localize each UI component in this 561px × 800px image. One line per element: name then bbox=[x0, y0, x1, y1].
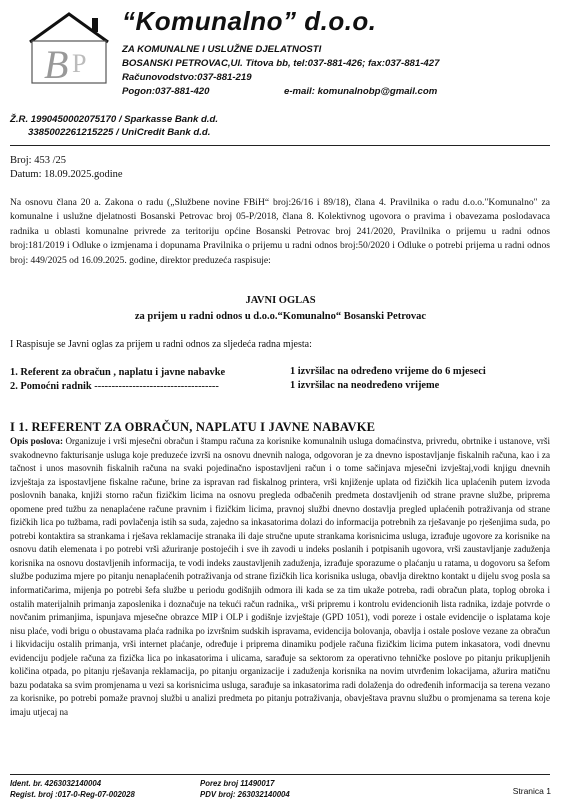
svg-text:B: B bbox=[44, 42, 69, 87]
bank-account-1: Ž.R. 1990450002075170 / Sparkasse Bank d.d. bbox=[10, 114, 218, 125]
description-label: Opis poslova: bbox=[10, 436, 64, 446]
page-number: Stranica 1 bbox=[512, 786, 551, 796]
svg-text:P: P bbox=[72, 49, 87, 78]
lead-text: I Raspisuje se Javni oglas za prijem u radni odnos za sljedeća radna mjesta: bbox=[10, 339, 312, 350]
position-1-detail: 1 izvršilac na određeno vrijeme do 6 mjeseci bbox=[290, 366, 486, 377]
intro-paragraph: Na osnovu člana 20 a. Zakona o radu („Službene novine FBiH“ broj:26/16 i 89/18), člana 4. Pravilnika o radu d.o.o."Komunalno" za komunalne i uslužne djelatnosti Bosanski Petrovac broj 05-P/2018, člana 8. Kolektivnog ugovora o pravima i obavezama poslodavaca radnika u oblasti komunalne privrede za teritoriju općine Bosanski Petrovac broj 241/2020, Pravilnika o prijemu u radni odnos broj:181/2019 i Odluke o izmjenama i dopunama Pravilnika o prijemu u radni odnos broj:50/2020 i Odluke o potrebi prijema u radni odnos broj: 449/2025 od 16.09.2025. godine, direktor preduzeća raspisuje: bbox=[10, 197, 550, 266]
plant-phone: Pogon:037-881-420 bbox=[122, 86, 210, 97]
footer-ident: Ident. br. 4263032140004 bbox=[10, 779, 102, 788]
job-description bbox=[10, 435, 550, 772]
notice-title: JAVNI OGLAS bbox=[245, 295, 316, 306]
description-text: Organizuje i vrši mjesečni obračun i štampu računa za korisnike komunalnih usluga domaćinstva, privredu, obrtnike i ustanove, vrši svakodnevno fakturisanje usluga koje preduzeće izvrši na osnovu dnevnih naloga, odgovoran je za dnevno ispostavljanje fiskalnih računa, kao i za tačnost i unos masovnih fiskalnih računa na svaki pojedinačno ispostavljeni račun i o tome sačinjava mjesečni izvještaj,vodi knjigu dnevnih izvještaja za ispostavljene fiskalne račune, brine za ispravan rad fiskalnog printera, vrši knjiženje uplata od fizičkih lica uplaćenih putem izvoda poslovnih banaka, knjiži storno račun fizičkim licima na osnovu pregleda odbačenih predmeta dostavljenih od strane pravne službe, priprema opomene pred tužbu za nenaplaćene račune pravnim i fizičkim licima, pravnoj službi dnevno dostavlja pregled uplaćenih potraživanja od strane fizičkih lica po tužbama, radi povlačenja istih sa suda, zajedno sa inkasatorima dolazi do informacija potrebnih za rješavanje po rješenjima suda, po potrebi kontaktira sa strankama i rješava reklamacije stranaka ili daje stručne upute strankama korisnicima usluga, izrađuje ugovore za korisnike na osnovu datih elemenata i po potrebi vrši ažuriranje postojećih i sve ih zavodi u indeks poslanih i potpisanih ugovora, vrši zaustavljanje zaduženja korisnika na osnovu dostavljenih informacija, te vodi indeks zaustavljenih zaduženja, izrađuje sporazume o plaćanju u ratama, u dogovoru sa šefom službe poduzima mjere po pitanju nenaplaćenih potraživanja od strane fizičkih lica korisnika usluga, obavlja direktno kontakt u dijelu svog posla sa informatičarima, mijenja po potrebi šefa službe u periodu godišnjih odmora ili kada se za tim ukaže potreba, radi obračun plata, toplog obroka i ostalih materijalnih primanja zaposlenika i doznačuje na tekući račun radnika,, vrši pripremu i kontrolu evidencionih lista radnika, izdaje potvrde o novčanim primanjima, ispunjava mjesečne obrazce MIP i OLP i godišnje izvještaje (GPD 1051), vodi poreze i ostale evidencije o isplatama koje nisu plaće, vodi brigu o obustavama plaća radnika po izvršnim sudskih ispravama, evidencija bolovanja, obavlja i ostale poslove vezane za obračun i likvidaciju ostalih primanja, vrši internet plaćanje, određuje i priprema dinamiku podjele računa fizičkim licima putem inkasatora, vodi dnevnu evidenciju podjele računa za fizička lica po inkasatorima i ulicama, sarađuje sa sektorom za operativno tehničke poslove po pitanju prikupljenih količina otpada, po pitanju rješavanja reklamacija, po pitanju organizacije i zaduženja korisnika na novim utvrđenim lokacijama, ažurira matičnu bazu podataka sa svim promjenama u vezi sa korisnicima usluga, sarađuje sa inkasatorima radi dolaženja do određenih informacija sa terena vezano za korisnike, po potrebi pomaže pravnoj službi u analizi predmeta po pitanju potraživanja, obavještava pravnu službu o promjenama sa terena koje imaju utjecaj na bbox=[10, 436, 550, 717]
position-1-label: 1. Referent za obračun , naplatu i javne nabavke bbox=[10, 367, 226, 378]
bank-account-2: 3385002261215225 / UniCredit Bank d.d. bbox=[28, 127, 211, 138]
document-date: Datum: 18.09.2025.godine bbox=[10, 169, 123, 180]
header-divider bbox=[10, 145, 550, 146]
position-2-label: 2. Pomoćni radnik ------------------------------------ bbox=[10, 381, 219, 392]
company-activity: ZA KOMUNALNE I USLUŽNE DJELATNOSTI bbox=[122, 44, 322, 55]
notice-subtitle: za prijem u radni odnos u d.o.o.“Komunalno“ Bosanski Petrovac bbox=[134, 311, 427, 322]
footer-vat-number: PDV broj: 263032140004 bbox=[200, 790, 290, 799]
footer-tax-number: Porez broj 11490017 bbox=[200, 779, 275, 788]
company-name: “Komunalno” d.o.o. bbox=[122, 6, 377, 36]
position-2-detail: 1 izvršilac na neodređeno vrijeme bbox=[290, 380, 440, 391]
section-title: I 1. REFERENT ZA OBRAČUN, NAPLATU I JAVNE NABAVKE bbox=[10, 420, 376, 434]
accounting-phone: Računovodstvo:037-881-219 bbox=[122, 72, 252, 83]
footer-regist: Regist. broj :017-0-Reg-07-002028 bbox=[10, 790, 135, 799]
company-address: BOSANSKI PETROVAC,Ul. Titova bb, tel:037-881-426; fax:037-881-427 bbox=[122, 58, 440, 69]
footer-divider bbox=[10, 774, 550, 775]
document-number: Broj: 453 /25 bbox=[10, 155, 67, 166]
company-email: e-mail: komunalnobp@gmail.com bbox=[284, 86, 438, 97]
company-logo bbox=[26, 8, 112, 88]
